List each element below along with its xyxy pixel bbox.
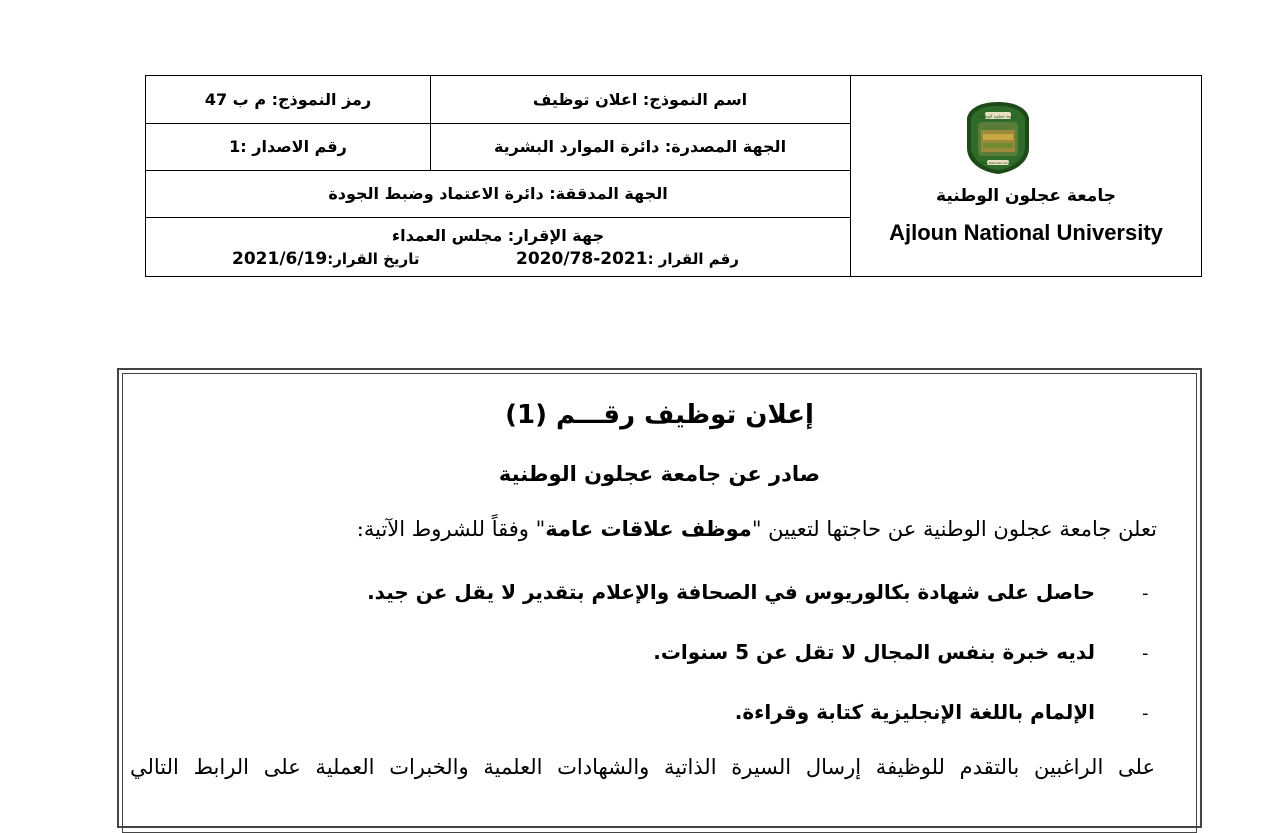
university-name-english: Ajloun National University [889, 220, 1163, 245]
decision-number: رقم القرار :2021-2020/78 [516, 249, 739, 269]
document-header-table [145, 75, 1202, 277]
condition-item: حاصل على شهادة بكالوريوس في الصحافة والإعلام بتقدير لا يقل عن جيد. [367, 580, 1095, 604]
university-name-arabic: جامعة عجلون الوطنية [936, 186, 1116, 206]
decision-date: تاريخ القرار:2021/6/19 [232, 249, 420, 269]
announcement-subtitle: صادر عن جامعة عجلون الوطنية [498, 462, 821, 486]
svg-text:جامعة عجلون الوطنية: جامعة عجلون الوطنية [980, 113, 1016, 119]
bullet: - [1142, 583, 1149, 604]
form-name: اسم النموذج: اعلان توظيف [532, 90, 748, 109]
announcement-intro: تعلن جامعة عجلون الوطنية عن حاجتها لتعيين "موظف علاقات عامة" وفقاً للشروط الآتية: [356, 517, 1157, 541]
university-seal-logo [965, 100, 1031, 176]
svg-text:Ajloun National University: Ajloun National University [978, 161, 1018, 165]
approver: جهة الإقرار: مجلس العمداء [391, 226, 605, 245]
bullet: - [1142, 703, 1149, 724]
announcement-title: إعلان توظيف رقـــم (1) [505, 400, 814, 430]
auditor: الجهة المدققة: دائرة الاعتماد وضبط الجودة [328, 184, 668, 203]
condition-item: الإلمام باللغة الإنجليزية كتابة وقراءة. [734, 700, 1095, 724]
bullet: - [1142, 643, 1149, 664]
form-code: رمز النموذج: م ب 47 [204, 90, 372, 109]
condition-item: لديه خبرة بنفس المجال لا تقل عن 5 سنوات. [653, 640, 1095, 664]
job-title: موظف علاقات عامة [545, 517, 752, 541]
university-branding [850, 76, 1202, 276]
application-instructions: على الراغبين بالتقدم للوظيفة إرسال السيرة الذاتية والشهادات العلمية والخبرات العملية على الرابط التالي [130, 755, 1155, 779]
version-number: رقم الاصدار :1 [229, 137, 347, 156]
issuer: الجهة المصدرة: دائرة الموارد البشرية [493, 137, 787, 156]
